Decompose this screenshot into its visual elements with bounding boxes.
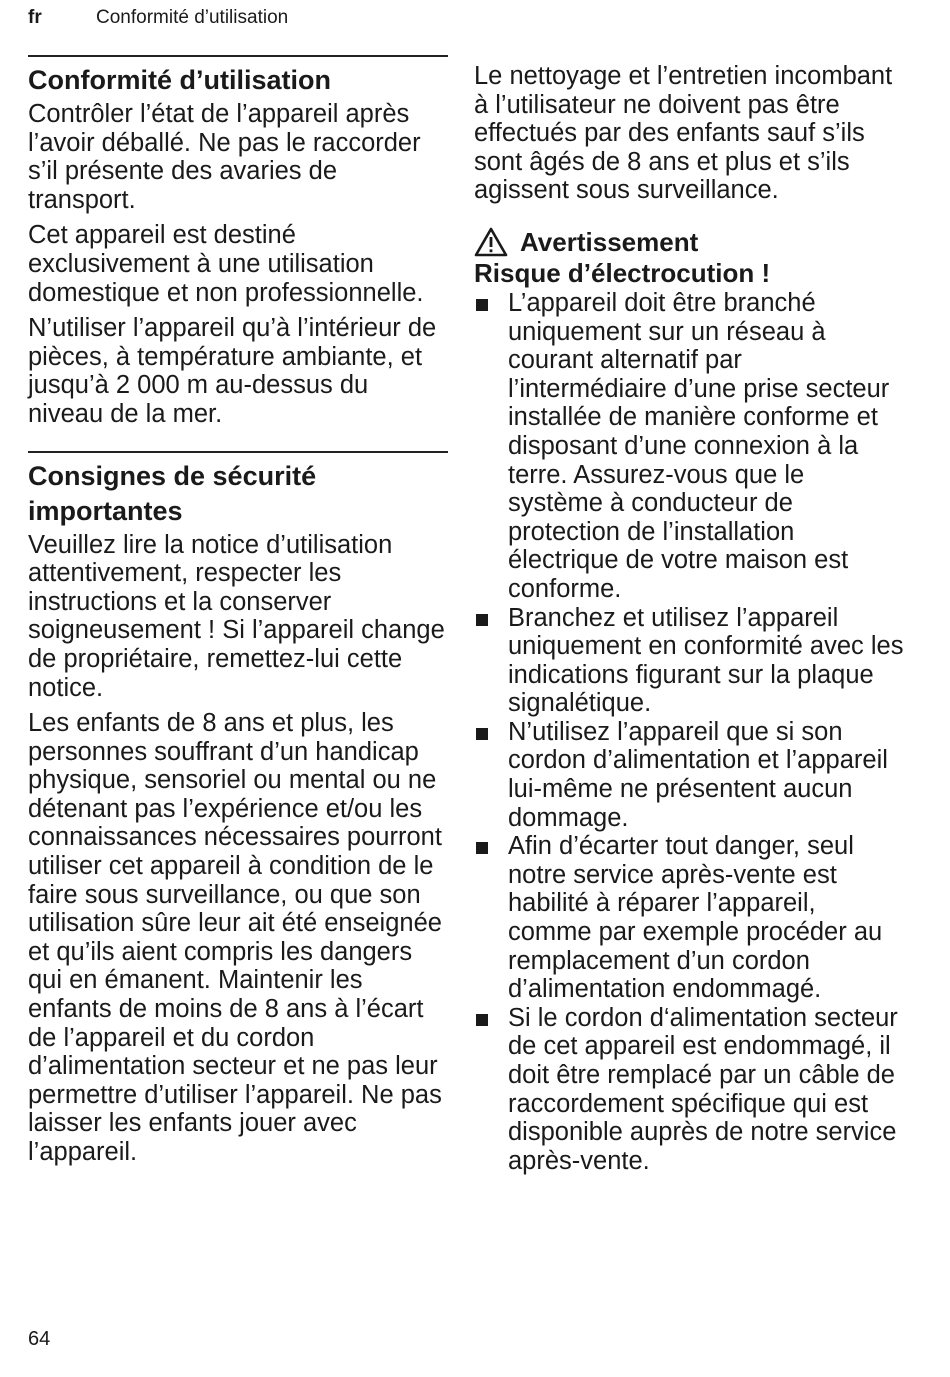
header-section-title: Conformité d’utilisation (96, 7, 289, 28)
left-column (28, 55, 448, 1174)
language-code: fr (28, 7, 42, 28)
paragraph: Le nettoyage et l’entretien incombant à l’utilisateur ne doivent pas être effectués par des enfants sauf s’ils sont âgés de 8 ans et plus et s’ils agissent sous surveillance. (474, 62, 893, 205)
paragraph: Cet appareil est destiné exclusivement à une utilisation domestique et non professionnelle. (28, 221, 424, 307)
list-item-text: Branchez et utilisez l’appareil uniquement en conformité avec les indications figurant sur la plaque signalétique. (508, 603, 904, 718)
section-divider (28, 55, 448, 57)
list-item (474, 604, 904, 718)
paragraph: Contrôler l’état de l’appareil après l’avoir déballé. Ne pas le raccorder s’il présente des avaries de transport. (28, 100, 421, 214)
section-title-consignes: Consignes de sécurité importantes (28, 460, 317, 526)
warning-heading (474, 227, 904, 258)
paragraph: Veuillez lire la notice d’utilisation attentivement, respecter les instructions et la conserver soigneusement ! Si l’appareil change de propriétaire, remettez-lui cette notice. (28, 530, 445, 702)
list-item-text: L’appareil doit être branché uniquement sur un réseau à courant alternatif par l’intermédiaire d’une prise secteur installée de manière conforme et disposant d’une connexion à la terre. Assurez-vous que le système à conducteur de protection de l’installation électrique de votre maison est conforme. (508, 288, 890, 603)
list-item (474, 832, 904, 1004)
bullet-square-icon (476, 299, 488, 311)
warning-triangle-icon (474, 227, 508, 257)
list-item (474, 718, 904, 832)
bullet-square-icon (476, 614, 488, 626)
warning-title: Avertissement (520, 226, 699, 257)
list-item (474, 289, 904, 604)
page-number: 64 (28, 1328, 51, 1350)
running-header (28, 6, 288, 30)
paragraph: Les enfants de 8 ans et plus, les personnes souffrant d’un handicap physique, sensoriel ou mental ou ne détenant pas l’expérience et/ou les connaissances nécessaires pourront utiliser cet appareil à condition de le faire sous surveillance, ou que son utilisation sûre leur ait été enseignée et qu’ils aient compris les dangers qui en émanent. Maintenir les enfants de moins de 8 ans à l’écart de l’appareil et du cordon d’alimentation secteur et ne pas leur permettre d’utiliser l’appareil. Ne pas laisser les enfants jouer avec l’appareil. (28, 709, 442, 1166)
section-divider (28, 451, 448, 453)
list-item-text: N’utilisez l’appareil que si son cordon d’alimentation et l’appareil lui-même ne présentent aucun dommage. (508, 717, 888, 832)
right-column (474, 62, 904, 1175)
bullet-square-icon (476, 728, 488, 740)
bullet-square-icon (476, 842, 488, 854)
paragraph: N’utiliser l’appareil qu’à l’intérieur de pièces, à température ambiante, et jusqu’à 2 000 m au-dessus du niveau de la mer. (28, 314, 437, 428)
list-item-text: Si le cordon d‘alimentation secteur de cet appareil est endommagé, il doit être remplacé par un câble de raccordement spécifique qui est disponible auprès de notre service après-vente. (508, 1003, 898, 1175)
bullet-square-icon (476, 1014, 488, 1026)
warning-list (474, 289, 904, 1175)
warning-subtitle: Risque d’électrocution ! (474, 257, 771, 288)
list-item-text: Afin d’écarter tout danger, seul notre service après-vente est habilité à réparer l’appareil, comme par exemple procéder au remplacement d’un cordon d’alimentation endommagé. (508, 832, 883, 1004)
section-title-conformite: Conformité d’utilisation (28, 65, 331, 95)
list-item (474, 1004, 904, 1176)
